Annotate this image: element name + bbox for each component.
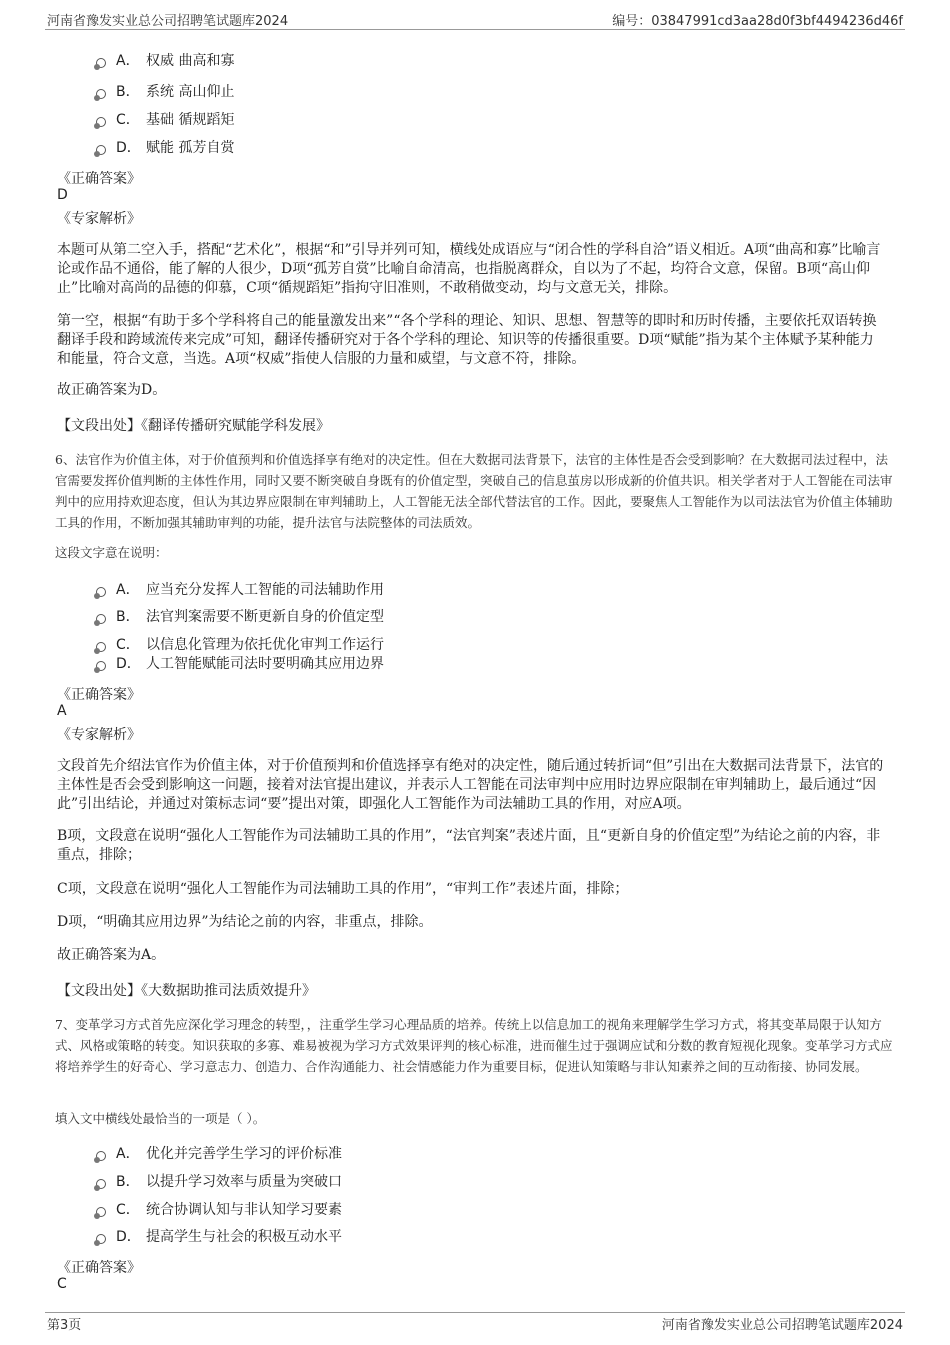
q5-answer: D	[57, 187, 68, 203]
radio-icon[interactable]	[96, 89, 106, 99]
option-text: 人工智能赋能司法时要明确其应用边界	[146, 656, 384, 672]
footer-divider	[45, 1312, 905, 1313]
q7-answer: C	[57, 1276, 67, 1292]
q5-answer-label: 《正确答案》	[57, 171, 141, 187]
radio-icon[interactable]	[96, 1207, 106, 1217]
q5-analysis-label: 《专家解析》	[57, 211, 141, 227]
q6-analysis-label: 《专家解析》	[57, 727, 141, 743]
radio-icon[interactable]	[96, 587, 106, 597]
radio-icon[interactable]	[96, 145, 106, 155]
q5-option-b[interactable]: B． 系统 高山仰止	[96, 81, 234, 101]
q6-analysis-p1: 文段首先介绍法官作为价值主体，对于价值预判和价值选择享有绝对的决定性，随后通过转折词“但”引出在大数据司法背景下，法官的主体性是否会受到影响这一问题，接着对法官提出建议，并表示人工智能在司法审判中应用时边界应限制在审判辅助上，最后通过“因此”引出结论，并通过对策标志词“要”提出对策，即强化人工智能作为司法辅助工具的作用，对应A项。	[57, 758, 884, 812]
q5-option-c[interactable]: C． 基础 循规蹈矩	[96, 109, 234, 129]
q7-stem: 7、变革学习方式首先应深化学习理念的转型，，注重学生学习心理品质的培养。传统上以信息加工的视角来理解学生学习方式，将其变革局限于认知方式、风格或策略的转变。知识获取的多寡、难易被视为学习方式效果评判的核心标准，进而催生过于强调应试和分数的教育短视化现象。变革学习方式应将培养学生的好奇心、学习意志力、创造力、合作沟通能力、社会情感能力作为重要目标，促进认知策略与非认知素养之间的互动衔接、协同发展。	[55, 1017, 893, 1074]
option-text: 系统 高山仰止	[146, 84, 235, 100]
option-text: 以信息化管理为依托优化审判工作运行	[146, 637, 384, 653]
radio-icon[interactable]	[96, 58, 106, 68]
radio-icon[interactable]	[96, 117, 106, 127]
q5-option-d[interactable]: D． 赋能 孤芳自赏	[96, 137, 234, 157]
q5-option-a[interactable]: A． 权威 曲高和寡	[96, 50, 234, 70]
q5-analysis-p2: 第一空，根据“有助于多个学科将自己的能量激发出来”“各个学科的理论、知识、思想、智慧等的即时和历时传播，主要依托双语转换翻译手段和跨域流传来完成”可知，翻译传播研究对于各个学科的理论、知识等的传播很重要。D项“赋能”指为某个主体赋予某种能力和能量，符合文意，当选。A项“权威”指使人信服的力量和威望，与文意不符，排除。	[57, 313, 877, 367]
radio-icon[interactable]	[96, 1179, 106, 1189]
q5-analysis-conclusion: 故正确答案为D。	[57, 382, 167, 398]
q7-option-c[interactable]: C． 统合协调认知与非认知学习要素	[96, 1199, 342, 1219]
q6-source: 【文段出处】《大数据助推司法质效提升》	[57, 983, 316, 999]
q6-option-d[interactable]: D． 人工智能赋能司法时要明确其应用边界	[96, 653, 384, 673]
option-text: 法官判案需要不断更新自身的价值定型	[146, 609, 384, 625]
q6-analysis-p2: B项，文段意在说明“强化人工智能作为司法辅助工具的作用”，“法官判案”表述片面，且“更新自身的价值定型”为结论之前的内容，非重点，排除；	[57, 828, 881, 863]
q6-analysis-p4: D项，“明确其应用边界”为结论之前的内容，非重点，排除。	[57, 914, 433, 930]
q6-option-b[interactable]: B． 法官判案需要不断更新自身的价值定型	[96, 606, 384, 626]
radio-icon[interactable]	[96, 661, 106, 671]
q7-option-b[interactable]: B． 以提升学习效率与质量为突破口	[96, 1171, 342, 1191]
page-number: 第3页	[47, 1318, 82, 1333]
option-text: 权威 曲高和寡	[146, 53, 235, 69]
option-text: 统合协调认知与非认知学习要素	[146, 1202, 342, 1218]
q6-answer: A	[57, 703, 67, 719]
q7-option-a[interactable]: A． 优化并完善学生学习的评价标准	[96, 1143, 342, 1163]
radio-icon[interactable]	[96, 1234, 106, 1244]
q7-ask: 填入文中横线处最恰当的一项是（ ）。	[55, 1111, 266, 1126]
q7-answer-label: 《正确答案》	[57, 1260, 141, 1276]
option-text: 应当充分发挥人工智能的司法辅助作用	[146, 582, 384, 598]
q6-stem: 6、法官作为价值主体，对于价值预判和价值选择享有绝对的决定性。但在大数据司法背景下，法官的主体性是否会受到影响？在大数据司法过程中，法官需要发挥价值判断的主体性作用，同时又要不断突破自身既有的价值定型，突破自己的信息茧房以形成新的价值共识。相关学者对于人工智能在司法审判中的应用持欢迎态度，但认为其边界应限制在审判辅助上，人工智能无法全部代替法官的工作。因此，要聚焦人工智能作为以司法法官为价值主体辅助工具的作用，不断加强其辅助审判的功能，提升法官与法院整体的司法质效。	[55, 452, 893, 530]
q5-analysis-p1: 本题可从第二空入手，搭配“艺术化”，根据“和”引导并列可知，横线处成语应与“闭合性的学科自洽”语义相近。A项“曲高和寡”比喻言论或作品不通俗，能了解的人很少，D项“孤芳自赏”比喻自命清高，也指脱离群众，自以为了不起，均符合文意，保留。B项“高山仰止”比喻对高尚的品德的仰慕，C项“循规蹈矩”指拘守旧准则，不敢稍做变动，均与文意无关，排除。	[57, 242, 881, 296]
option-text: 基础 循规蹈矩	[146, 112, 235, 128]
q6-option-a[interactable]: A． 应当充分发挥人工智能的司法辅助作用	[96, 579, 384, 599]
q6-analysis-conclusion: 故正确答案为A。	[57, 947, 166, 963]
radio-icon[interactable]	[96, 614, 106, 624]
option-text: 赋能 孤芳自赏	[146, 140, 235, 156]
radio-icon[interactable]	[96, 1151, 106, 1161]
q6-analysis-p3: C项，文段意在说明“强化人工智能作为司法辅助工具的作用”，“审判工作”表述片面，排除；	[57, 881, 629, 897]
q6-option-c[interactable]: C． 以信息化管理为依托优化审判工作运行	[96, 634, 384, 654]
header-title: 河南省豫发实业总公司招聘笔试题库2024	[47, 14, 289, 29]
header-divider	[45, 29, 905, 30]
q7-option-d[interactable]: D． 提高学生与社会的积极互动水平	[96, 1226, 342, 1246]
option-text: 优化并完善学生学习的评价标准	[146, 1146, 342, 1162]
q6-ask: 这段文字意在说明：	[55, 545, 168, 560]
option-text: 以提升学习效率与质量为突破口	[146, 1174, 342, 1190]
radio-icon[interactable]	[96, 642, 106, 652]
document-id: 编号：03847991cd3aa28d0f3bf4494236d46f	[612, 14, 903, 29]
q6-answer-label: 《正确答案》	[57, 687, 141, 703]
option-text: 提高学生与社会的积极互动水平	[146, 1229, 342, 1245]
footer-title: 河南省豫发实业总公司招聘笔试题库2024	[661, 1318, 903, 1333]
q5-source: 【文段出处】《翻译传播研究赋能学科发展》	[57, 418, 330, 434]
